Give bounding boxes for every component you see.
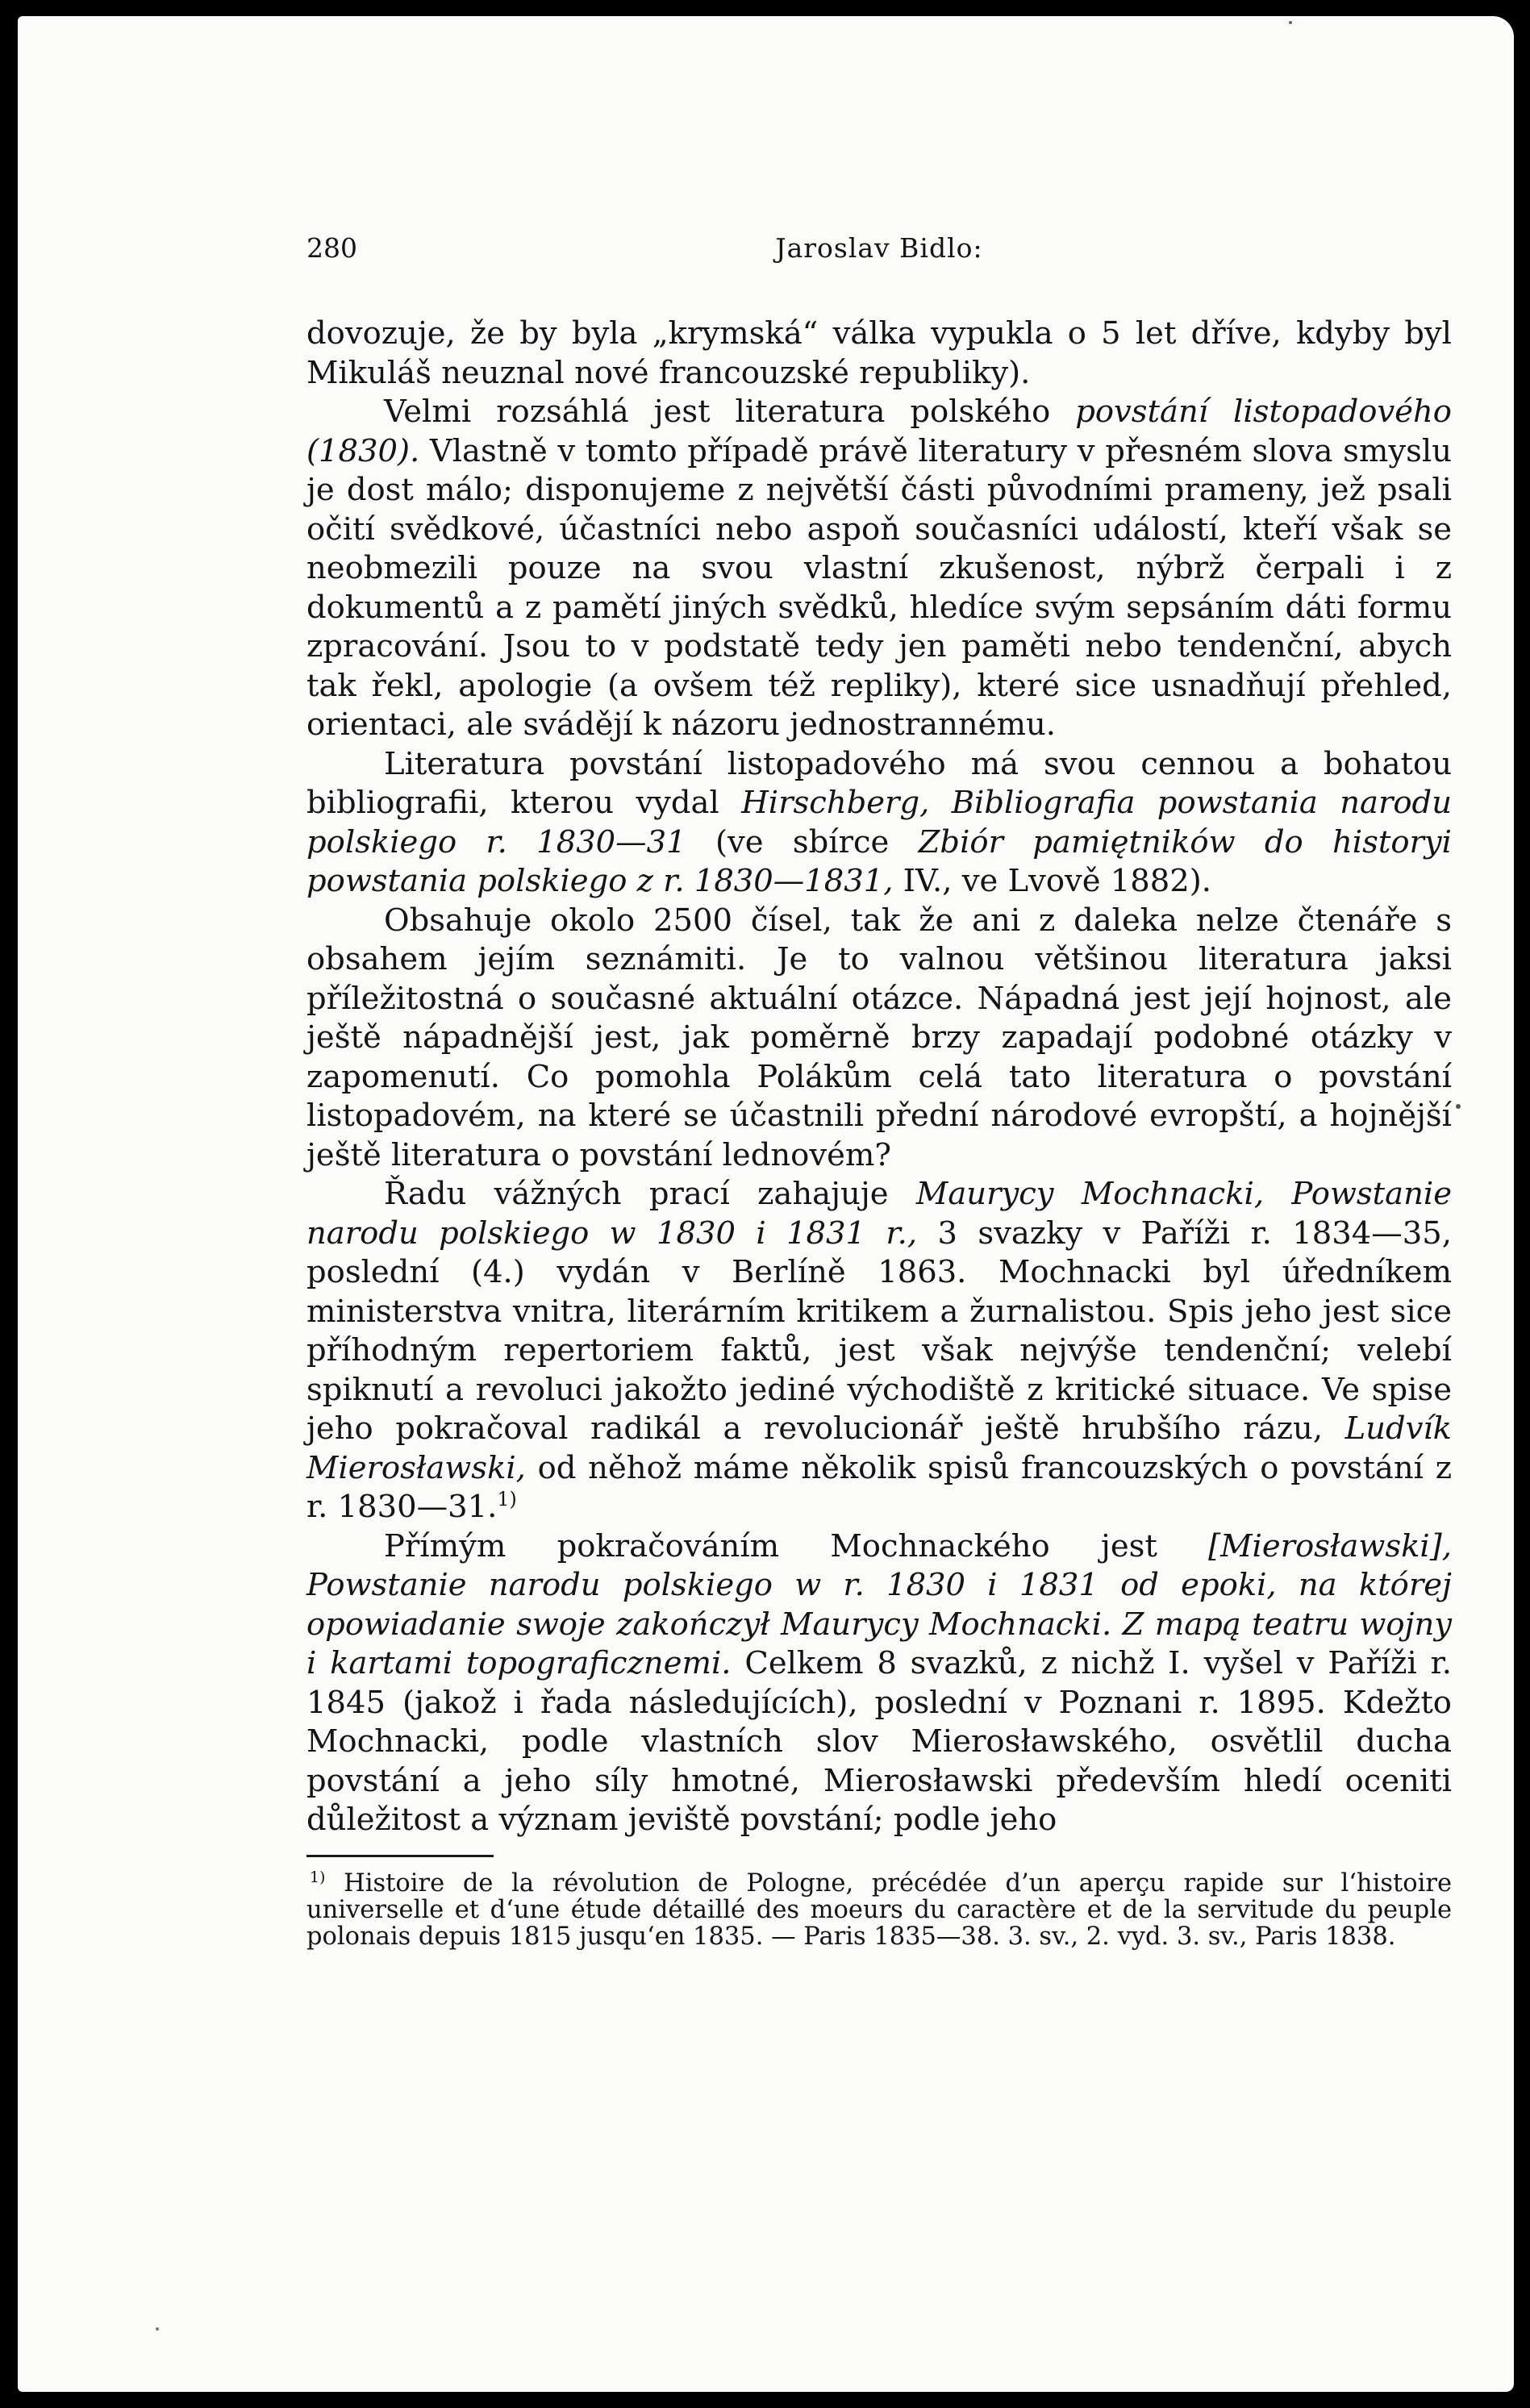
paragraph-6	[306, 1527, 1452, 1840]
paragraph-text: Obsahuje okolo 2500 čísel, tak že ani z daleka nelze čtenáře s obsahem jejím seznámiti. Je to valnou většinou literatura jaksi příležitostná o současné aktuální otázce. Nápadná jest její hojnost, ale ještě nápadnější jest, jak poměrně brzy zapadají podobné otázky v zapomenutí. Co pomohla Polákům celá tato literatura o povstání listopadovém, na které se účastnili přední národové evropští, a hojnější ještě literatura o povstání lednovém?	[306, 902, 1452, 1173]
italic-citation: Hirschberg, Bibliografia powstania narodu polskiego r. 1830—31	[306, 785, 1452, 860]
page-number: 280	[306, 232, 357, 264]
paragraph-1	[306, 315, 1452, 393]
paragraph-text: Řadu vážných prací zahajuje	[384, 1176, 916, 1212]
italic-name: Ludvík Mierosławski,	[306, 1410, 1452, 1486]
running-title: Jaroslav Bidlo:	[775, 232, 983, 264]
footnote-divider	[306, 1855, 494, 1857]
paragraph-5	[306, 1175, 1452, 1527]
paragraph-text: Vlastně v tomto případě právě literatury v přesném slova smyslu je dost málo; disponujeme z největší části původními prameny, jež psali očití svědkové, účastníci nebo aspoň současníci událostí, kteří však se neobmezili pouze na svou vlastní zkušenost, nýbrž čerpali i z dokumentů a z pamětí jiných svědků, hledíce svým sepsáním dáti formu zpracování. Jsou to v podstatě tedy jen paměti nebo tendenční, abych tak řekl, apologie (a ovšem též repliky), které sice usnadňují přehled, orientaci, ale svádějí k názoru jednostrannému.	[306, 432, 1452, 743]
footnote-reference[interactable]: 1)	[497, 1488, 517, 1511]
paragraph-text: Celkem 8 svazků, z nichž I. vyšel v Paříži r. 1845 (jakož i řada následujících), poslední v Poznani r. 1895. Kdežto Mochnacki, podle vlastních slov Mierosławského, osvětlil ducha povstání a jeho síly hmotné, Mierosławski především hledí oceniti důležitost a význam jeviště povstání; podle jeho	[306, 1645, 1452, 1838]
page-sheet	[18, 16, 1514, 2392]
speck	[156, 2327, 159, 2331]
italic-citation: [Mierosławski], Powstanie narodu polskiego w r. 1830 i 1831 od epoki, na której opowiadanie swoje zakończył Maurycy Mochnacki. Z mapą teatru wojny i kartami topograficznemi.	[306, 1527, 1452, 1681]
italic-title: povstání listopadového (1830).	[306, 394, 1452, 469]
paragraph-text: od něhož máme několik spisů francouzských o povstání z r. 1830—31.	[306, 1449, 1452, 1525]
footnote	[306, 1870, 1452, 1950]
paragraph-text: 3 svazky v Paříži r. 1834—35, poslední (4.) vydán v Berlíně 1863. Mochnacki byl úředníkem ministerstva vnitra, literárním kritikem a žurnalistou. Spis jeho jest sice příhodným repertoriem faktů, jest však nejvýše tendenční; velebí spiknutí a revoluci jakožto jediné východiště z kritické situace. Ve spise jeho pokračoval radikál a revolucionář ještě hrubšího rázu,	[306, 1214, 1452, 1447]
italic-citation: Maurycy Mochnacki, Powstanie narodu polskiego w 1830 i 1831 r.,	[306, 1176, 1452, 1252]
paragraph-text: IV., ve Lvově 1882).	[893, 863, 1212, 899]
italic-citation: Zbiór pamiętników do historyi powstania polskiego z r. 1830—1831,	[306, 823, 1452, 899]
paragraph-3	[306, 745, 1452, 902]
paragraph-2	[306, 393, 1452, 745]
text-block	[306, 232, 1452, 1950]
speck	[1456, 1104, 1461, 1109]
footnote-text: Histoire de la révolution de Pologne, précédée d’un aperçu rapide sur l‘histoire universelle et d‘une étude détaillé des moeurs du caractère et de la servitude du peuple polonais depuis 1815 jusqu‘en 1835. — Paris 1835—38. 3. sv., 2. vyd. 3. sv., Paris 1838.	[306, 1868, 1452, 1951]
paragraph-text: dovozuje, že by byla „krymská“ válka vypukla o 5 let dříve, kdyby byl Mikuláš neuznal nové francouzské republiky).	[306, 315, 1452, 391]
paragraph-text: (ve sbírce	[686, 823, 919, 860]
speck	[1289, 21, 1292, 24]
footnote-marker: 1)	[310, 1868, 326, 1886]
paragraph-text: Literatura povstání listopadového má svou cennou a bohatou bibliografii, kterou vydal	[306, 745, 1452, 821]
paragraph-4	[306, 902, 1452, 1176]
paragraph-text: Velmi rozsáhlá jest literatura polského	[384, 394, 1076, 430]
paragraph-text: Přímým pokračováním Mochnackého jest	[384, 1527, 1209, 1564]
running-head	[306, 232, 1452, 281]
